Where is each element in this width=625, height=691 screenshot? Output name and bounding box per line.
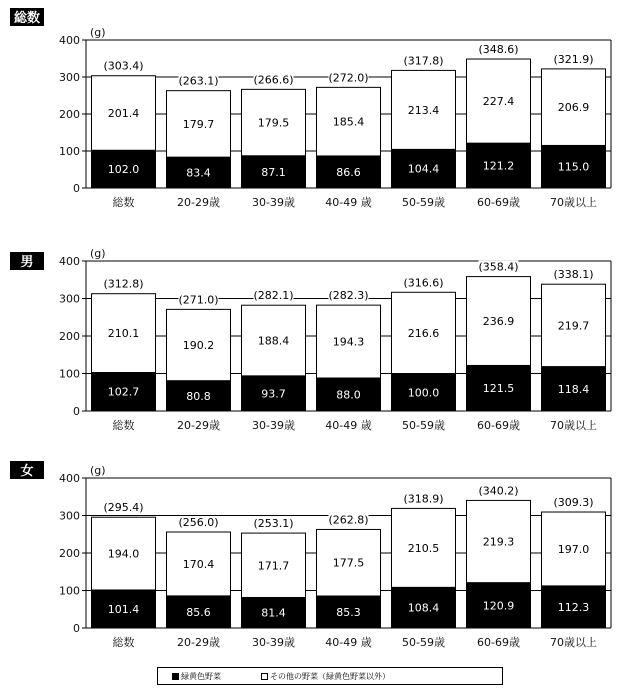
x-category-label: 50-59歳: [402, 196, 445, 209]
y-tick-label: 300: [59, 509, 80, 523]
value-label-other: 188.4: [257, 334, 290, 348]
x-category-label: 50-59歳: [402, 636, 445, 649]
value-label-other: 219.3: [482, 535, 515, 549]
y-tick-label: 100: [59, 584, 80, 598]
total-label: (262.8): [328, 513, 369, 527]
value-label-green-yellow: 101.4: [107, 602, 140, 616]
y-tick-label: 300: [59, 292, 80, 306]
value-label-other: 190.2: [182, 339, 215, 353]
x-category-label: 総数: [112, 196, 135, 209]
x-category-label: 総数: [112, 419, 135, 432]
chart-badge-text: 男: [20, 255, 34, 270]
total-label: (295.4): [103, 501, 144, 515]
value-label-other: 185.4: [332, 115, 365, 129]
total-label: (316.6): [403, 276, 444, 290]
value-label-other: 194.0: [107, 547, 140, 561]
x-category-label: 40-49 歳: [325, 636, 372, 649]
value-label-other: 179.7: [182, 117, 215, 131]
x-category-label: 20-29歳: [177, 636, 220, 649]
y-tick-label: 100: [59, 367, 80, 381]
x-category-label: 20-29歳: [177, 419, 220, 432]
y-tick-label: 200: [59, 108, 80, 121]
total-label: (348.6): [478, 43, 519, 57]
legend-swatch-black: [172, 673, 179, 680]
total-label: (282.3): [328, 289, 369, 303]
y-tick-label: 400: [59, 472, 80, 485]
y-tick-label: 100: [59, 145, 80, 158]
value-label-green-yellow: 85.3: [336, 606, 361, 620]
value-label-other: 170.4: [182, 557, 215, 571]
value-label-green-yellow: 108.4: [407, 601, 440, 615]
x-category-label: 30-39歳: [252, 636, 295, 649]
chart-badge-text: 女: [20, 464, 34, 479]
total-label: (321.9): [553, 52, 594, 66]
value-label-green-yellow: 120.9: [482, 599, 515, 613]
value-label-other: 213.4: [407, 103, 440, 117]
total-label: (303.4): [103, 59, 144, 73]
value-label-other: 171.7: [257, 559, 290, 573]
value-label-other: 201.4: [107, 107, 140, 121]
y-tick-label: 300: [59, 71, 80, 84]
value-label-other: 197.0: [557, 542, 590, 556]
value-label-green-yellow: 80.8: [186, 389, 211, 403]
x-category-label: 総数: [112, 636, 135, 649]
y-tick-label: 400: [59, 34, 80, 47]
x-category-label: 70歳以上: [550, 636, 597, 649]
total-label: (266.6): [253, 73, 294, 87]
total-label: (309.3): [553, 496, 594, 510]
value-label-other: 219.7: [557, 319, 590, 333]
value-label-green-yellow: 102.7: [107, 385, 140, 399]
x-category-label: 40-49 歳: [325, 196, 372, 209]
value-label-green-yellow: 112.3: [557, 600, 590, 614]
value-label-green-yellow: 102.0: [107, 163, 140, 177]
total-label: (358.4): [478, 260, 519, 274]
x-category-label: 70歳以上: [550, 196, 597, 209]
y-tick-label: 200: [59, 547, 80, 560]
value-label-green-yellow: 121.5: [482, 382, 515, 396]
value-label-green-yellow: 104.4: [407, 162, 440, 176]
total-label: (317.8): [403, 54, 444, 68]
legend-swatch-white: [261, 673, 268, 680]
y-unit-label: (g): [90, 247, 106, 260]
y-tick-label: 0: [73, 405, 80, 418]
legend: [157, 667, 503, 685]
value-label-other: 210.5: [407, 541, 440, 555]
y-unit-label: (g): [90, 26, 106, 39]
value-label-green-yellow: 88.0: [336, 388, 361, 402]
legend-label-other: その他の野菜（緑黄色野菜以外）: [270, 671, 390, 681]
value-label-green-yellow: 118.4: [557, 382, 590, 396]
value-label-green-yellow: 121.2: [482, 159, 515, 173]
value-label-other: 179.5: [257, 116, 290, 130]
value-label-other: 206.9: [557, 101, 590, 115]
legend-label-green-yellow: 緑黄色野菜: [181, 671, 221, 681]
value-label-green-yellow: 93.7: [261, 387, 286, 401]
x-category-label: 40-49 歳: [325, 419, 372, 432]
value-label-green-yellow: 86.6: [336, 165, 361, 179]
value-label-other: 227.4: [482, 95, 515, 109]
y-tick-label: 0: [73, 622, 80, 635]
total-label: (263.1): [178, 74, 219, 88]
total-label: (282.1): [253, 289, 294, 303]
x-category-label: 60-69歳: [477, 196, 520, 209]
x-category-label: 20-29歳: [177, 196, 220, 209]
total-label: (312.8): [103, 277, 144, 291]
total-label: (253.1): [253, 517, 294, 531]
total-label: (272.0): [328, 71, 369, 85]
value-label-green-yellow: 81.4: [261, 606, 286, 620]
y-tick-label: 0: [73, 182, 80, 195]
value-label-green-yellow: 85.6: [186, 605, 211, 619]
value-label-green-yellow: 83.4: [186, 166, 211, 180]
total-label: (340.2): [478, 484, 519, 498]
value-label-other: 236.9: [482, 315, 515, 329]
x-category-label: 60-69歳: [477, 419, 520, 432]
value-label-green-yellow: 87.1: [261, 165, 286, 179]
x-category-label: 30-39歳: [252, 196, 295, 209]
value-label-other: 194.3: [332, 335, 365, 349]
total-label: (271.0): [178, 293, 219, 307]
x-category-label: 30-39歳: [252, 419, 295, 432]
value-label-other: 216.6: [407, 326, 440, 340]
total-label: (318.9): [403, 492, 444, 506]
value-label-green-yellow: 115.0: [557, 160, 590, 174]
x-category-label: 50-59歳: [402, 419, 445, 432]
total-label: (256.0): [178, 516, 219, 529]
y-unit-label: (g): [90, 464, 106, 477]
legend-item-other: [261, 671, 390, 682]
legend-item-green-yellow: [172, 671, 221, 682]
value-label-green-yellow: 100.0: [407, 386, 440, 400]
value-label-other: 210.1: [107, 327, 140, 341]
value-label-other: 177.5: [332, 556, 365, 570]
chart-badge-text: 総数: [13, 11, 41, 26]
x-category-label: 70歳以上: [550, 419, 597, 432]
y-tick-label: 200: [59, 330, 80, 343]
total-label: (338.1): [553, 268, 594, 282]
x-category-label: 60-69歳: [477, 636, 520, 649]
y-tick-label: 400: [59, 255, 80, 268]
